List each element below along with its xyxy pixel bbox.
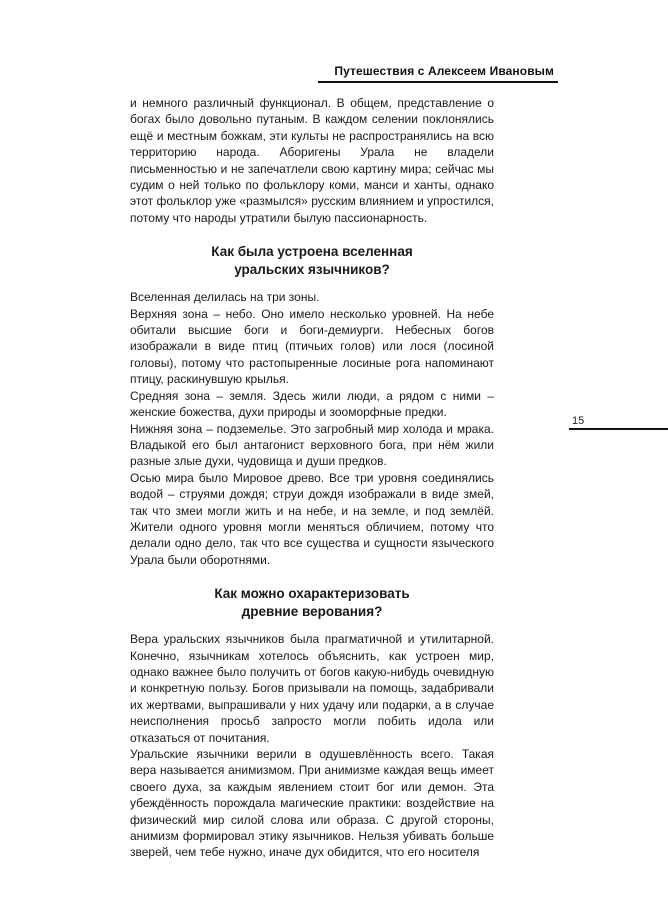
page-number-rule [569,428,668,430]
paragraph: Нижняя зона – подземелье. Это загробный мир холода и мрака. Владыкой его был антагонист верховного бога, при нём жили разные злые духи, чудовища и души предков. [130,421,494,469]
heading-line: Как была устроена вселенная [211,244,413,260]
paragraph: Вселенная делилась на три зоны. [130,290,320,305]
paragraph: Вера уральских язычников была прагматичной и утилитарной. Конечно, язычникам хотелось объяснить, как устроен мир, однако важнее было получить от богов какую-нибудь очевидную и конкретную пользу. Богов призывали на помощь, задабривали их жертвами, выпрашивали у них удачу или подарки, а в случае неисполнения просьб запросто могли побить идола или отказаться от почитания. [130,632,494,745]
paragraph: Осью мира было Мировое древо. Все три уровня соединялись водой – струями дождя; струи дождя изображали в виде змей, так что змеи могли жить и на небе, и на земле, и под землёй. Жители одного уровня могли меняться обличием, потому что делали одно дело, так что все существа и сущности языческого Урала были оборотнями. [130,470,494,567]
page-number: 15 [572,415,585,427]
heading-line: древние верования? [241,604,383,620]
running-header-title: Путешествия с Алексеем Ивановым [334,64,554,78]
section-heading-universe [130,243,494,279]
paragraph: Уральские язычники верили в одушевлённость всего. Такая вера называется анимизмом. При анимизме каждая вещь имеет своего духа, за каждым явлением стоит бог или демон. Эта убеждённость порождала магические практики: воздействие на физический мир силой слова или образа. С другой стороны, анимизм формировал этику язычников. Нельзя убивать больше зверей, чем тебе нужно, иначе дух обидится, что его носителя [130,747,494,860]
paragraph: Средняя зона – земля. Здесь жили люди, а рядом с ними – женские божества, духи природы и зооморфные предки. [130,388,494,420]
heading-line: Как можно охарактеризовать [214,586,410,602]
paragraph: Верхняя зона – небо. Оно имело несколько уровней. На небе обитали высшие боги и боги-демиурги. Небесных богов изображали в виде птиц (птичьих голов) или лося (лосиной головы), потому что растопыренные лосиные рога напоминают птицу, раскинувшую крылья. [130,306,494,387]
page-body [130,95,494,861]
header-rule [318,81,558,83]
section-heading-beliefs [130,585,494,621]
intro-paragraph: и немного различный функционал. В общем, представление о богах было довольно путаным. В каждом селении поклонялись ещё и местным божкам, эти культы не распространялись на всю территорию народа. Аборигены Урала не владели письменностью и не запечатлели свою картину мира; сейчас мы судим о ней только по фольклору коми, манси и ханты, однако этот фольклор уже «размылся» русским влиянием и упростился, потому что народы утратили былую пассионарность. [130,96,494,225]
heading-line: уральских язычников? [234,262,390,278]
